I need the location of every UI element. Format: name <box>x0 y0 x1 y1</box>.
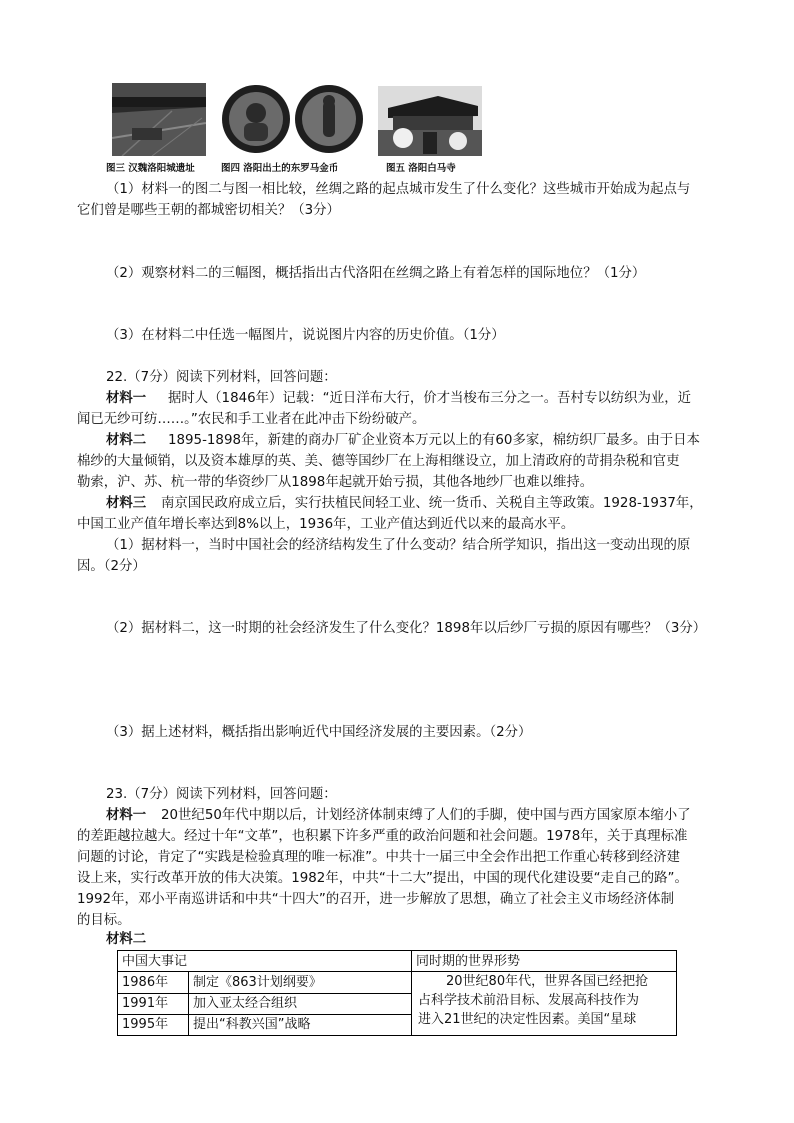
q23-intro: 23.（7分）阅读下列材料，回答问题： <box>106 787 337 802</box>
table-event-2: 加入亚太经合组织 <box>189 993 412 1014</box>
figure-luoyang-ruins <box>112 83 206 156</box>
figure-roman-gold-coins <box>219 83 366 156</box>
q23-material1-line3: 问题的讨论，肯定了“实践是检验真理的唯一标准”。中共十一届三中全会作出把工作重心转移到经济建 <box>77 850 681 865</box>
q23-material1-line1: 20世纪50年代中期以后，计划经济体制束缚了人们的手脚，使中国与西方国家原本缩小了 <box>161 808 691 823</box>
q23-material1-label: 材料一 <box>106 808 147 823</box>
table-year-2: 1991年 <box>118 993 189 1014</box>
ruins-photo-image <box>112 83 206 156</box>
q22-material2-label: 材料二 <box>106 433 147 448</box>
q22-material2-line1: 1895-1898年，新建的商办厂矿企业资本万元以上的有60多家，棉纺织厂最多。由于日本 <box>168 433 700 448</box>
q22-part2: （2）据材料二，这一时期的社会经济发生了什么变化？1898年以后纱厂亏损的原因有哪些？（3分） <box>106 621 707 636</box>
q23-material1-line4: 设上来，实行改革开放的伟大决策。1982年，中共“十二大”提出，中国的现代化建设要“走自己的路”。 <box>77 871 688 886</box>
figure-white-horse-temple <box>378 86 482 156</box>
q22-material3-line2: 中国工业产值年增长率达到8%以上，1936年，工业产值达到近代以来的最高水平。 <box>77 517 575 532</box>
table-header-world-situation: 同时期的世界形势 <box>412 951 677 972</box>
table-year-1: 1986年 <box>118 972 189 993</box>
table-world-line3: 进入21世纪的决定性因素。美国“星球 <box>418 1012 637 1028</box>
table-year-3: 1995年 <box>118 1014 189 1035</box>
q22-material2-line2: 棉纱的大量倾销，以及资本雄厚的英、美、德等国纱厂在上海相继设立，加上清政府的苛捐杂税和官吏 <box>77 454 680 469</box>
q23-material2-label: 材料二 <box>106 932 147 947</box>
figure3-caption: 图三 汉魏洛阳城遗址 <box>106 163 195 174</box>
table-world-line2: 占科学技术前沿目标、发展高科技作为 <box>418 993 640 1009</box>
q23-material1-line6: 的目标。 <box>77 913 131 928</box>
table-world-line1: 20世纪80年代，世界各国已经把抢 <box>446 974 649 990</box>
q22-part1-line1: （1）据材料一，当时中国社会的经济结构发生了什么变动？结合所学知识，指出这一变动出现的原 <box>106 538 691 553</box>
q22-material1-line2: 闻已无纱可纺……。”农民和手工业者在此冲击下纷纷破产。 <box>77 412 426 427</box>
q21-part1-line1: （1）材料一的图二与图一相比较，丝绸之路的起点城市发生了什么变化？这些城市开始成为起点与 <box>106 182 691 197</box>
q22-material2-line3: 勒索，沪、苏、杭一带的华资纱厂从1898年起就开始亏损，其他各地纱厂也难以维持。 <box>77 475 594 490</box>
table-event-3: 提出“科教兴国”战略 <box>189 1014 412 1035</box>
q23-material1-line5: 1992年，邓小平南巡讲话和中共“十四大”的召开，进一步解放了思想，确立了社会主义市场经济体制 <box>77 892 674 907</box>
table-event-1: 制定《863计划纲要》 <box>189 972 412 993</box>
coins-photo-image <box>219 83 366 156</box>
q22-intro: 22.（7分）阅读下列材料，回答问题： <box>106 370 337 385</box>
q22-material1-label: 材料一 <box>106 391 147 406</box>
q21-part1-line2: 它们曾是哪些王朝的都城密切相关？（3分） <box>77 203 340 218</box>
temple-photo-image <box>378 86 482 156</box>
q22-part3: （3）据上述材料，概括指出影响近代中国经济发展的主要因素。（2分） <box>106 725 532 740</box>
q21-part3: （3）在材料二中任选一幅图片，说说图片内容的历史价值。（1分） <box>106 328 505 343</box>
q21-part2: （2）观察材料二的三幅图，概括指出古代洛阳在丝绸之路上有着怎样的国际地位？（1分） <box>106 266 646 281</box>
table-world-text <box>412 972 677 1036</box>
q22-material1-line1: 据时人（1846年）记载：“近日洋布大行，价才当梭布三分之一。吾村专以纺织为业，近 <box>168 391 692 406</box>
q23-material1-line2: 的差距越拉越大。经过十年“文革”，也积累下许多严重的政治问题和社会问题。1978年，关于真理标准 <box>77 829 688 844</box>
q22-material3-label: 材料三 <box>106 496 147 511</box>
q22-part1-line2: 因。（2分） <box>77 559 146 574</box>
table-header-china-events: 中国大事记 <box>118 951 412 972</box>
events-table <box>117 950 677 1036</box>
q22-material3-line1: 南京国民政府成立后，实行扶植民间轻工业、统一货币、关税自主等政策。1928-1937年， <box>161 496 703 511</box>
figure5-caption: 图五 洛阳白马寺 <box>386 163 456 174</box>
figure4-caption: 图四 洛阳出土的东罗马金币 <box>221 163 339 174</box>
